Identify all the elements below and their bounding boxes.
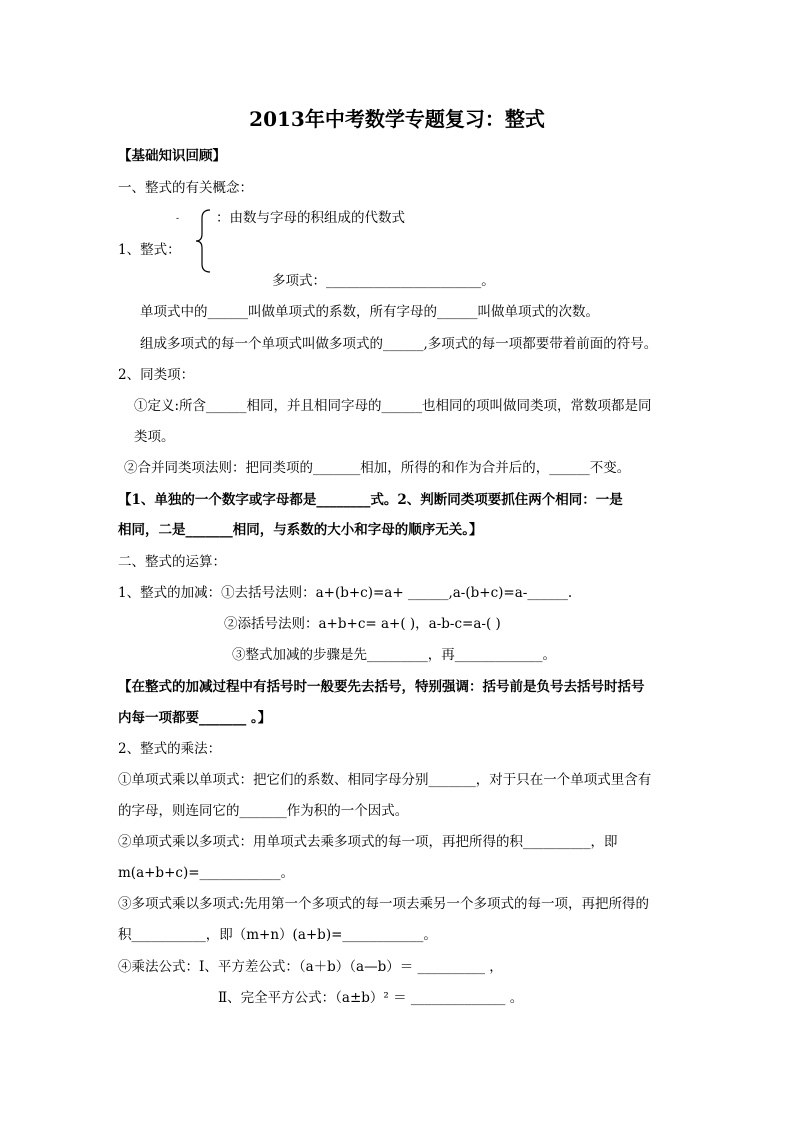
- polynomial-times-polynomial: ③多项式乘以多项式:先用第一个多项式的每一项去乘另一个多项式的每一项，再把所得的: [118, 896, 650, 912]
- polynomial-times-polynomial-cont: 积___________，即（m+n）(a+b)=____________。: [118, 927, 437, 943]
- perfect-square: Ⅱ、完全平方公式：（a±b）² ＝ ______________ 。: [218, 990, 524, 1006]
- addition-steps: ③整式加减的步骤是先_________，再_____________。: [232, 647, 556, 663]
- section-basic-heading: 【基础知识回顾】: [118, 148, 226, 164]
- polynomial-definition: 多项式：_______________________。: [272, 273, 495, 289]
- note-like-terms-cont: 相同，二是_______相同，与系数的大小和字母的顺序无关。】: [118, 522, 483, 538]
- note-like-terms: 【1、单独的一个数字或字母都是________式。2、判断同类项要抓住两个相同：一是: [118, 492, 623, 508]
- like-terms-definition-cont: 类项。: [134, 429, 175, 445]
- left-brace-icon: [194, 208, 214, 274]
- difference-of-squares: ④乘法公式：Ⅰ、平方差公式：（a＋b）（a—b）＝ __________ ，: [118, 959, 503, 975]
- monomial-times-monomial: ①单项式乘以单项式：把它们的系数、相同字母分别_______，对于只在一个单项式里含有: [118, 772, 652, 788]
- like-terms-definition: ①定义:所含______相同，并且相同字母的______也相同的项叫做同类项，常数项都是同: [134, 398, 652, 414]
- monomial-times-monomial-cont: 的字母，则连同它的_______作为积的一个因式。: [118, 803, 409, 819]
- coefficient-degree-line: 单项式中的______叫做单项式的系数，所有字母的______叫做单项式的次数。: [140, 304, 599, 320]
- like-terms-heading: 2、同类项：: [118, 367, 195, 383]
- remove-brackets-rule: 1、整式的加减：①去括号法则：a+(b+c)=a+ ______,a-(b+c)=a-______.: [118, 585, 573, 601]
- note-brackets: 【在整式的加减过程中有括号时一般要先去括号，特别强调：括号前是负号去括号时括号: [118, 679, 645, 695]
- note-brackets-cont: 内每一项都要_______ 。】: [118, 710, 272, 726]
- document-title: 2013年中考数学专题复习：整式: [249, 107, 545, 131]
- item-polynomial-label: 1、整式：: [118, 242, 181, 258]
- multiplication-heading: 2、整式的乘法：: [118, 741, 222, 757]
- monomial-times-polynomial: ②单项式乘以多项式：用单项式去乘多项式的每一项，再把所得的积__________，即: [118, 834, 618, 850]
- monomial-definition: ：由数与字母的积组成的代数式: [216, 210, 405, 226]
- polynomial-term-line: 组成多项式的每一个单项式叫做多项式的______,多项式的每一项都要带着前面的符号。: [140, 336, 658, 352]
- combine-like-terms-rule: ②合并同类项法则：把同类项的_______相加，所得的和作为合并后的，______不变。: [124, 460, 631, 476]
- monomial-times-polynomial-cont: m(a+b+c)=____________。: [118, 865, 295, 881]
- section-concepts-heading: 一、整式的有关概念：: [118, 180, 253, 196]
- placeholder-mark: -: [176, 214, 180, 224]
- add-brackets-rule: ②添括号法则：a+b+c= a+( )，a-b-c=a-( ): [224, 616, 501, 632]
- section-operations-heading: 二、整式的运算：: [118, 554, 226, 570]
